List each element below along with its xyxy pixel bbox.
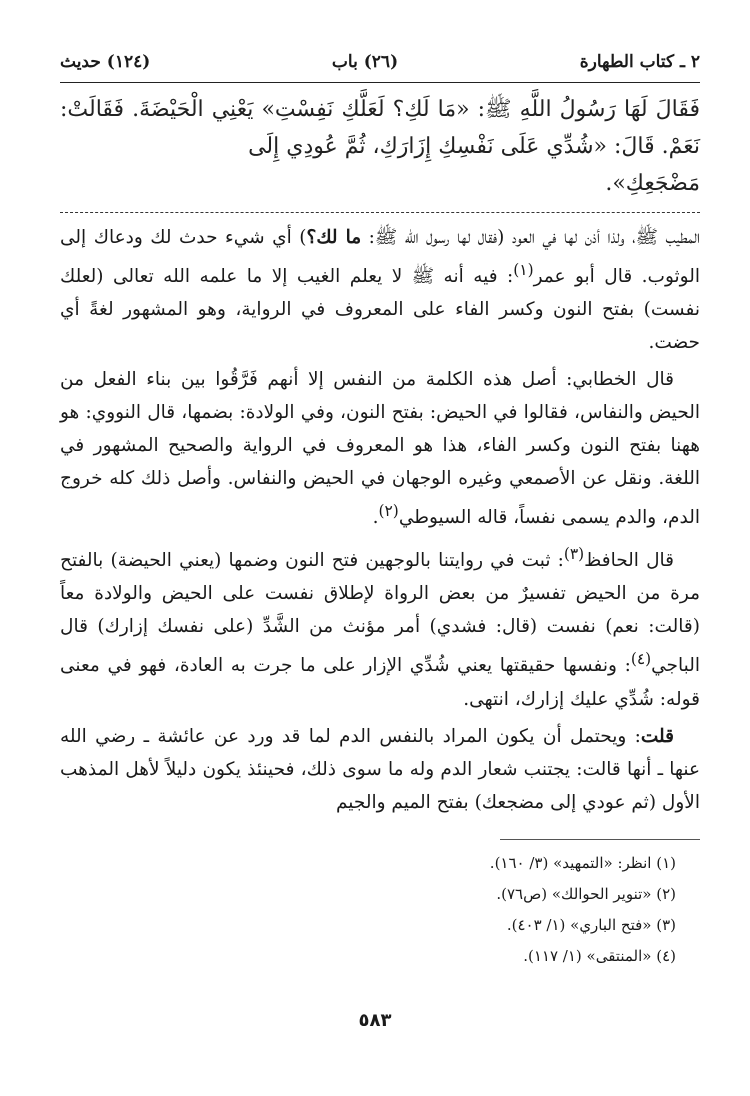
text-span: . (372, 507, 379, 529)
bold-phrase: قلت (640, 725, 674, 747)
footnote-ref[interactable]: (٢) (378, 502, 399, 521)
running-header (60, 52, 700, 83)
paragraph (60, 363, 700, 534)
footnote: (٤) «المنتقى» (١/ ١١٧). (523, 946, 676, 965)
page-number: ٥٨٣ (358, 1010, 392, 1031)
text-span: المطيب ﷺ، ولذا أذن لها في العود (فقال لها رسول الله ﷺ: (361, 227, 700, 248)
text-span: : ثبت في روايتنا بالوجهين فتح النون وضمها (يعني الحيضة) بالفتح مرة من الحيض تفسيرٌ من بعض الرواة لإطلاق نفست على الحيض والولادة معاً (قالت: نعم) نفست (قال: فشدي) أمر مؤنث من الشَّدِّ (على نفسك إزارك) قال الباجي (60, 550, 700, 677)
hadith-line: مَضْجَعِكِ». (605, 171, 700, 196)
footnote-separator (500, 839, 700, 840)
commentary (60, 221, 700, 819)
section-divider (60, 212, 700, 213)
hadith-label: (١٢٤) حديث (60, 52, 151, 72)
text-span: قال الخطابي: أصل هذه الكلمة من النفس إلا أنهم فَرَّقُوا بين بناء الفعل من الحيض والنفاس، فقالوا في الحيض: بفتح النون، وفي الولادة: بضمها، قال النووي: هو ههنا بفتح النون وكسر الفاء، هذا هو المعروف في الرواية والصحيح المشهور في اللغة. ونقل عن الأصمعي وغيره الوجهان في الحيض والنفاس. وأصل ذلك كله خروج الدم، والدم يسمى نفساً، قاله السيوطي (60, 369, 700, 529)
footnote-ref[interactable]: (٣) (563, 545, 585, 564)
bold-phrase: ما لك؟ (306, 227, 362, 248)
text-span: : ويحتمل أن يكون المراد بالنفس الدم لما قد ورد عن عائشة ـ رضي الله عنها ـ أنها قالت: يجتنب شعار الدم وله ما سوى ذلك، فحينئذ يكون دليلاً لأهل المذهب الأول (ثم عودي إلى مضجعك) بفتح الميم والجيم (60, 725, 700, 813)
footnote: (٣) «فتح الباري» (١/ ٤٠٣). (506, 915, 676, 934)
text-span: : ونفسها حقيقتها يعني شُدِّي الإزار على ما جرت به العادة، فهو في معنى قوله: شُدِّي عليك إزارك، انتهى. (60, 655, 700, 710)
hadith-text (60, 91, 700, 202)
text-span: : فيه أنه ﷺ لا يعلم الغيب إلا ما علمه الله تعالى (لعلك نفست) بفتح النون وكسر الفاء على المعروف في الرواية، وهو المشهور لغةً أي حضت. (60, 266, 700, 354)
footnote-ref[interactable]: (١) (513, 261, 534, 279)
footnotes (60, 848, 700, 972)
page (60, 52, 700, 972)
footnote-ref[interactable]: (٤) (630, 650, 652, 669)
footnote: (٢) «تنوير الحوالك» (ص٧٦). (496, 884, 676, 903)
chapter-label: (٢٦) باب (331, 52, 399, 72)
text-span: قال الحافظ (584, 550, 674, 572)
text-span: ) أي شيء حدث لك ودعاك إلى الوثوب. قال أبو عمر (60, 227, 701, 288)
paragraph (60, 221, 700, 359)
footnote: (١) انظر: «التمهيد» (٣/ ١٦٠). (489, 853, 676, 872)
paragraph (60, 538, 700, 715)
book-title: ٢ ـ كتاب الطهارة (579, 52, 700, 72)
hadith-line: فَقَالَتْ: نَعَمْ. قَالَ: «شُدِّي عَلَى نَفْسِكِ إِزَارَكِ، ثُمَّ عُودِي إِلَى (60, 97, 700, 159)
hadith-line: فَقَالَ لَهَا رَسُولُ اللَّهِ ﷺ: «مَا لَكِ؟ لَعَلَّكِ نَفِسْتِ» يَعْنِي الْحَيْضَةَ. (132, 97, 700, 122)
paragraph (60, 720, 700, 819)
